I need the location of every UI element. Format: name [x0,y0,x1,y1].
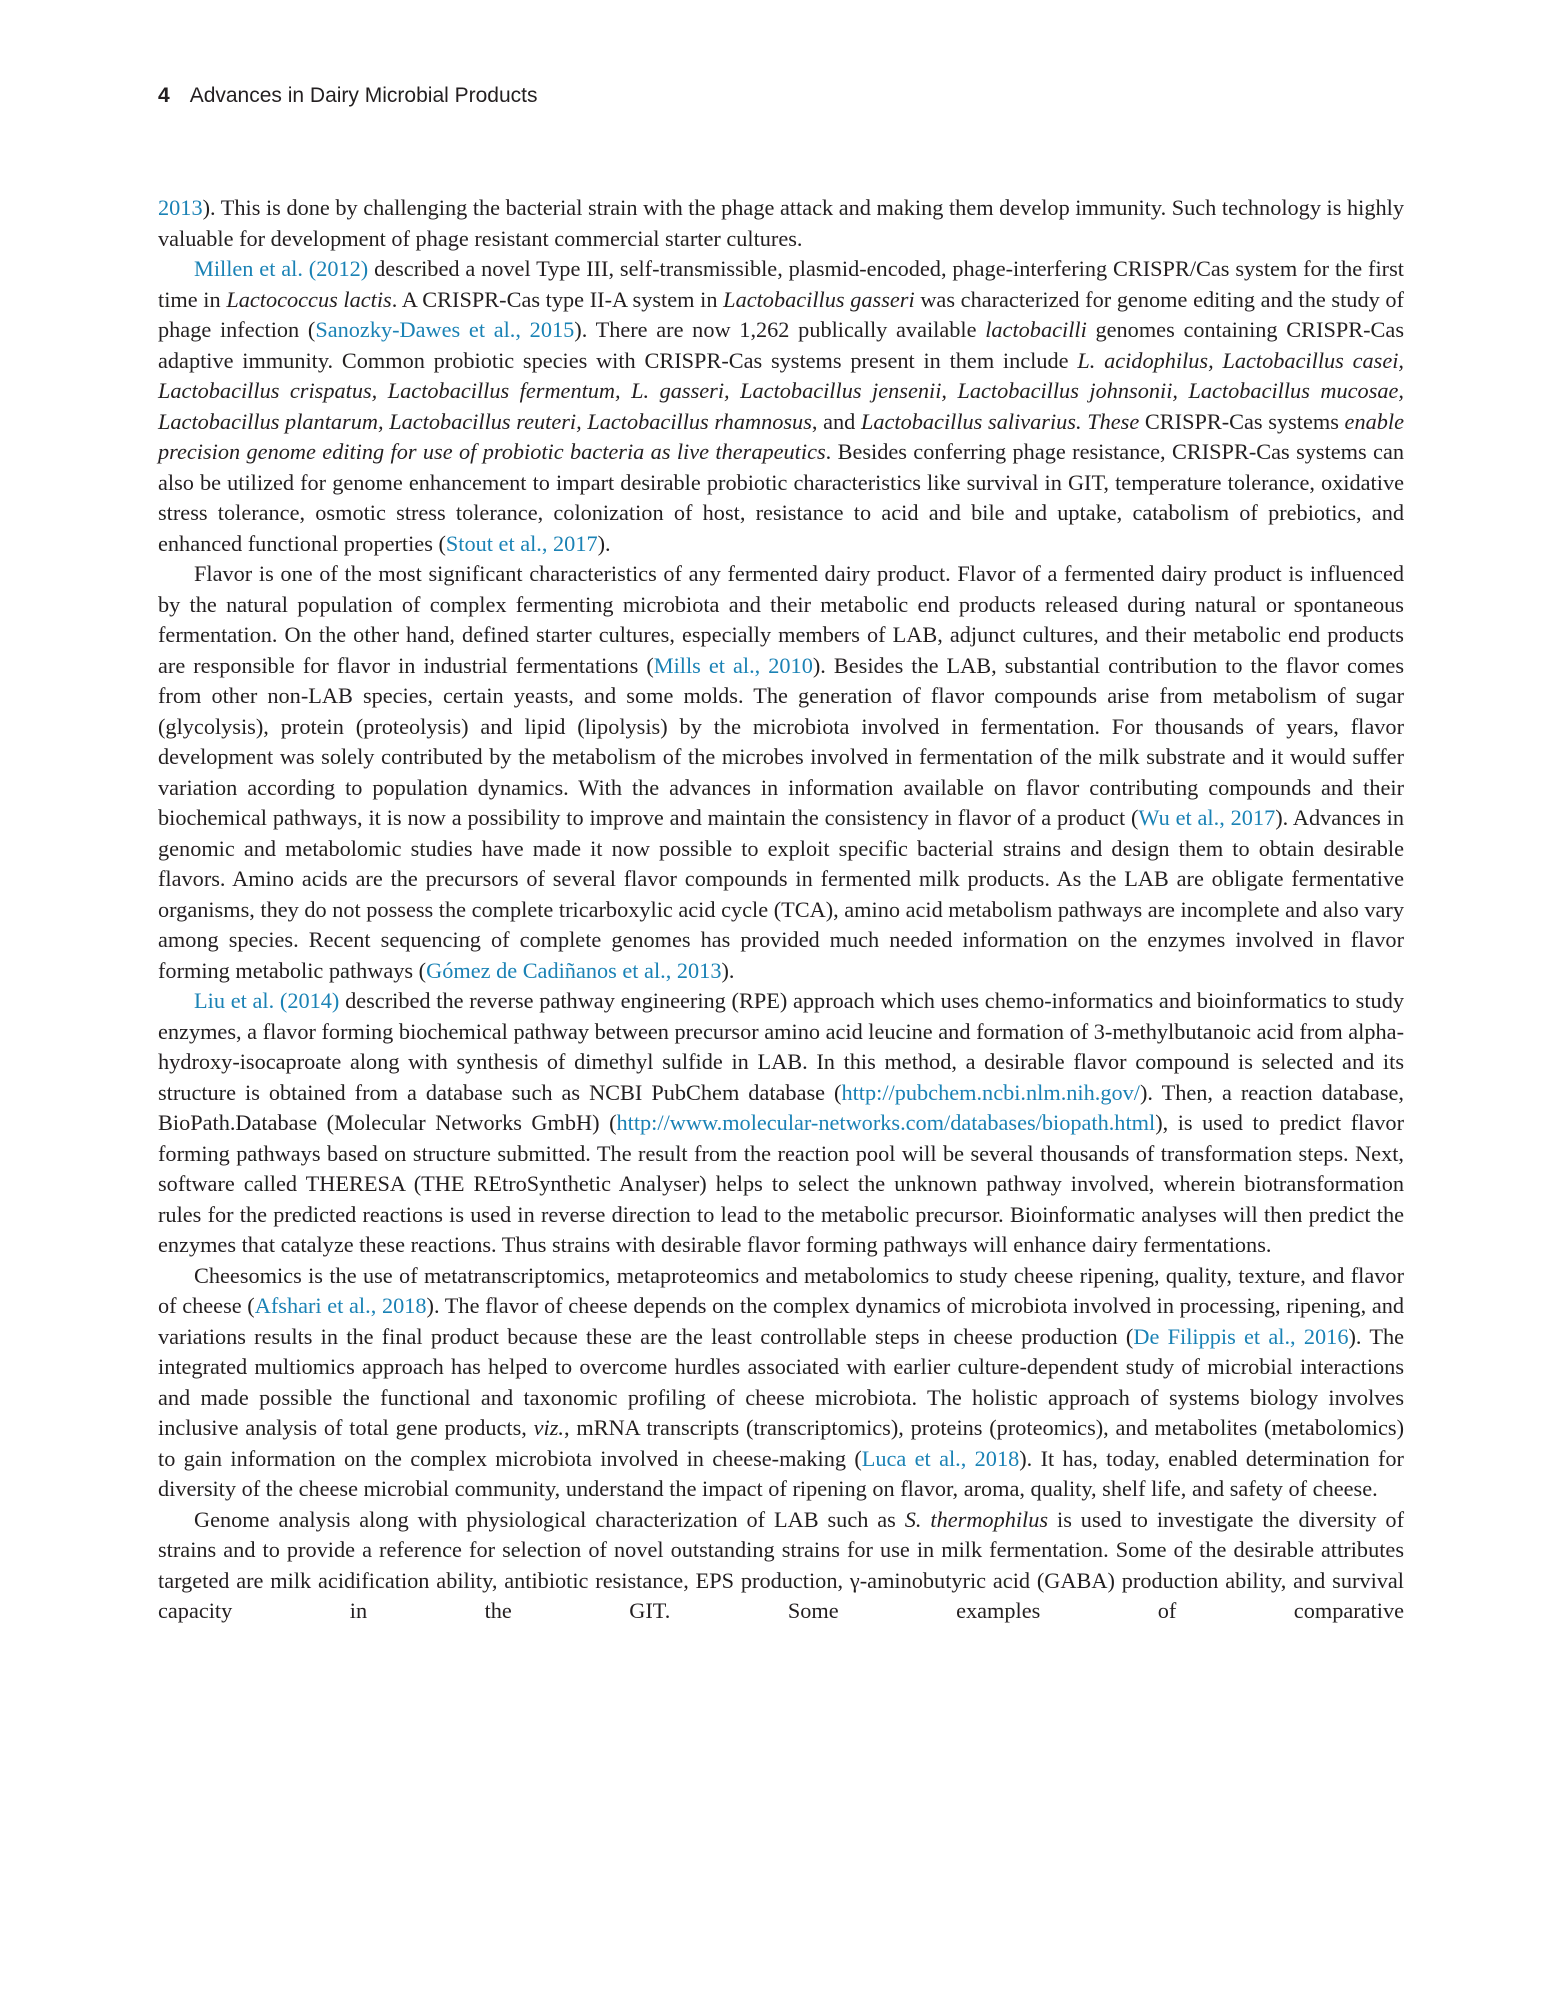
text-run: ). [721,957,735,983]
text-run: Flavor is one of the most significant characteristics of any fermented dairy product. Flavor of a fermented dairy product is influenced by the natural population of complex fermenting microbiota and their metabolic end products released during natural or spontaneous fermentation. On the other hand, defined starter cultures, especially members of LAB, adjunct cultures, and their metabolic end products are responsible for flavor in industrial fermentations ( [158,561,1404,678]
text-run: described the reverse pathway engineering (RPE) approach which uses chemo-informatics and bioinformatics to study enzymes, a flavor forming biochemical pathway between precursor amino acid leucine and formation of 3-methylbutanoic acid from alpha-hydroxy-isocaproate along with synthesis of dimethyl sulfide in LAB. In this method, a desirable flavor compound is selected and its structure is obtained from a database such as NCBI PubChem database ( [158,988,1404,1105]
paragraph-5 [158,1261,1404,1505]
paragraph-4 [158,986,1404,1261]
text-run: ). There are now 1,262 publically available [574,317,986,342]
text-run: ), is used to predict flavor forming pathways based on structure submitted. The result from the reaction pool will be several thousands of transformation steps. Next, software called THERESA (THE REtroSynthetic Analyser) helps to select the unknown pathway involved, wherein biotransformation rules for the predicted reactions is used in reverse direction to lead to the metabolic precursor. Bioinformatic analyses will then predict the enzymes that catalyze these reactions. Thus strains with desirable flavor forming pathways will enhance dairy fermentations. [158,1110,1404,1257]
text-run: was characterized for genome editing and the study of phage infection ( [158,286,1404,342]
page-number: 4 [158,84,170,107]
text-run: , mRNA transcripts (transcriptomics), proteins (proteomics), and metabolites (metabolomics) to gain information on the complex microbiota involved in cheese-making ( [158,1415,1404,1471]
emphasis-text: enable precision genome editing for use of probiotic bacteria as live therapeutics [158,408,1404,464]
running-title: Advances in Dairy Microbial Products [189,84,538,107]
text-run: , and [811,408,861,434]
citation-link[interactable]: De Filippis et al., 2016 [1133,1323,1349,1349]
citation-link[interactable]: Stout et al., 2017 [445,530,598,556]
text-run: ). It has, today, enabled determination for diversity of the cheese microbial community, understand the impact of ripening on flavor, aroma, quality, shelf life, and safety of cheese. [158,1445,1404,1501]
citation-link[interactable]: 2013 [158,195,203,220]
text-run: ). This is done by challenging the bacterial strain with the phage attack and making them develop immunity. Such technology is highly valuable for development of phage resistant commercial starter cultures. [158,195,1404,251]
paragraph-3 [158,559,1404,986]
text-run: ). Besides the LAB, substantial contribution to the flavor comes from other non-LAB species, certain yeasts, and some molds. The generation of flavor compounds arise from metabolism of sugar (glycolysis), protein (proteolysis) and lipid (lipolysis) by the microbiota involved in fermentation. For thousands of years, flavor development was solely contributed by the metabolism of the microbes involved in fermentation of the milk substrate and it would suffer variation according to population dynamics. With the advances in information available on flavor contributing compounds and their biochemical pathways, it is now a possibility to improve and maintain the consistency in flavor of a product ( [158,652,1404,830]
citation-link[interactable]: Millen et al. (2012) [194,256,369,281]
citation-link[interactable]: Afshari et al., 2018 [254,1293,427,1318]
species-list: L. acidophilus, Lactobacillus casei, Lactobacillus crispatus, Lactobacillus fermentum, L. gasseri, Lactobacillus jensenii, Lactobacillus johnsonii, Lactobacillus mucosae, Lactobacillus plantarum, Lactobacillus reuteri, Lactobacillus rhamnosus [158,347,1404,434]
paragraph-2 [158,254,1404,559]
text-run: Genome analysis along with physiological characterization of LAB such as [194,1506,905,1532]
url-link[interactable]: http://pubchem.ncbi.nlm.nih.gov/ [841,1079,1140,1105]
url-link[interactable]: http://www.molecular-networks.com/databases/biopath.html [616,1110,1156,1135]
citation-link[interactable]: Gómez de Cadiñanos et al., 2013 [426,957,722,983]
citation-link[interactable]: Sanozky-Dawes et al., 2015 [315,317,575,342]
citation-link[interactable]: Luca et al., 2018 [861,1445,1020,1471]
paragraph-1 [158,193,1404,254]
text-run: described a novel Type III, self-transmissible, plasmid-encoded, phage-interfering CRISPR/Cas system for the first time in [158,256,1404,312]
text-run: ). Advances in genomic and metabolomic studies have made it now possible to exploit specific bacterial strains and design them to obtain desirable flavors. Amino acids are the precursors of several flavor compounds in fermented milk products. As the LAB are obligate fermentative organisms, they do not possess the complete tricarboxylic acid cycle (TCA), amino acid metabolism pathways are incomplete and also vary among species. Recent sequencing of complete genomes has provided much needed information on the enzymes involved in flavor forming metabolic pathways ( [158,805,1405,983]
text-run: . A CRISPR-Cas type II-A system in [391,286,724,312]
citation-link[interactable]: Mills et al., 2010 [653,652,813,678]
text-run: . Besides conferring phage resistance, CRISPR-Cas systems can also be utilized for genome enhancement to impart desirable probiotic characteristics like survival in GIT, temperature tolerance, oxidative stress tolerance, osmotic stress tolerance, colonization of host, resistance to acid and bile and uptake, catabolism of prebiotics, and enhanced functional properties ( [158,439,1404,556]
citation-link[interactable]: Liu et al. (2014) [194,988,340,1013]
text-run: CRISPR-Cas systems [1139,408,1345,434]
text-run: ). [597,530,611,556]
paragraph-6 [158,1505,1404,1627]
emphasis-text: viz. [533,1415,564,1440]
species-name: lactobacilli [985,317,1087,342]
text-run: ). The flavor of cheese depends on the complex dynamics of microbiota involved in processing, ripening, and variations results in the final product because these are the least controllable steps in cheese production ( [158,1293,1405,1349]
running-header [158,84,538,108]
species-name: Lactobacillus salivarius. These [860,408,1140,434]
text-run: is used to investigate the diversity of strains and to provide a reference for selection of novel outstanding strains for use in milk fermentation. Some of the desirable attributes targeted are milk acidification ability, antibiotic resistance, EPS production, γ-aminobutyric acid (GABA) production ability, and survival capacity in the GIT. Some examples of comparative [158,1506,1404,1623]
species-name: Lactobacillus gasseri [723,286,915,312]
species-name: S. thermophilus [904,1506,1049,1532]
species-name: Lactococcus lactis [226,286,392,312]
text-run: ). The integrated multiomics approach has helped to overcome hurdles associated with earlier culture-dependent study of microbial interactions and made possible the functional and taxonomic profiling of cheese microbiota. The holistic approach of systems biology involves inclusive analysis of total gene products, [158,1323,1404,1440]
text-run: genomes containing CRISPR-Cas adaptive immunity. Common probiotic species with CRISPR-Cas systems present in them include [158,317,1404,373]
body-text [158,193,1404,1627]
text-run: Cheesomics is the use of metatranscriptomics, metaproteomics and metabolomics to study cheese ripening, quality, texture, and flavor of cheese ( [158,1262,1404,1318]
citation-link[interactable]: Wu et al., 2017 [1138,805,1276,830]
text-run: ). Then, a reaction database, BioPath.Database (Molecular Networks GmbH) ( [158,1079,1404,1135]
